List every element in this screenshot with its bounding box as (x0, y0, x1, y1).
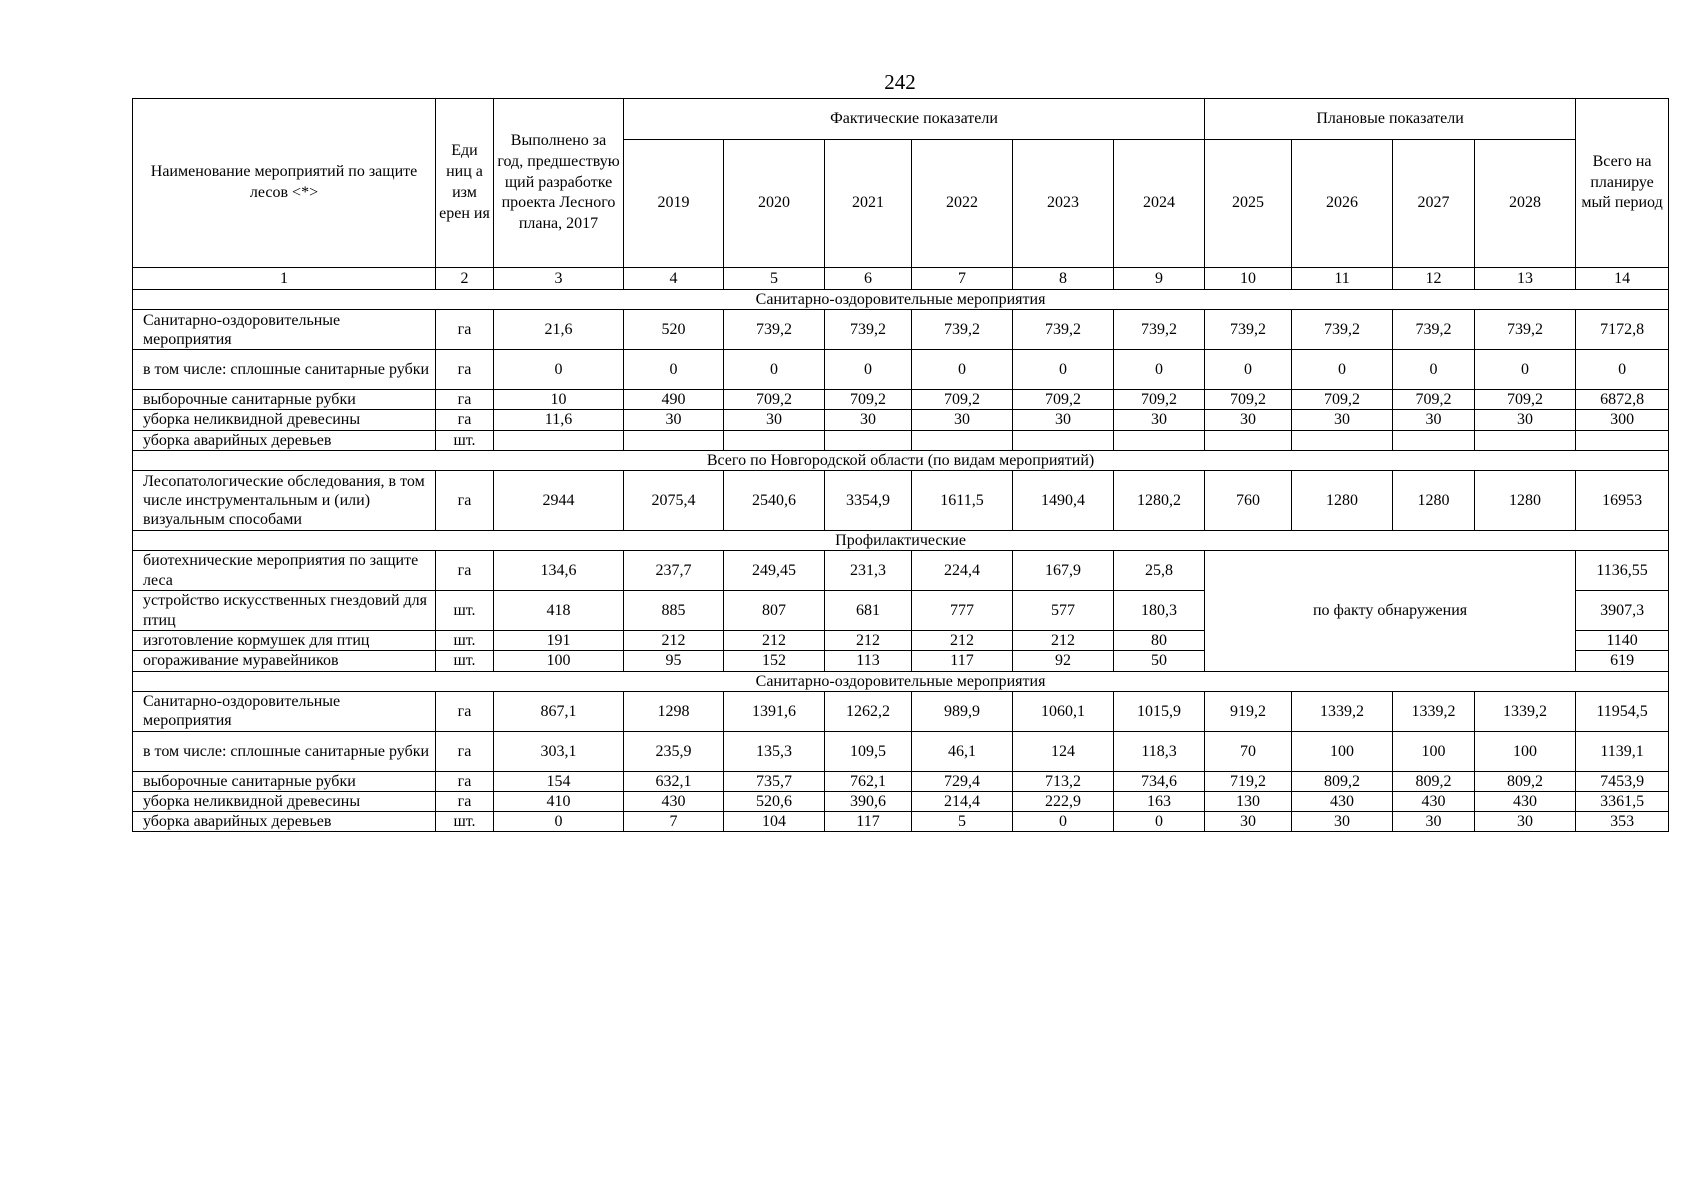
column-number: 13 (1475, 268, 1576, 290)
row-name: устройство искусственных гнездовий для птиц (133, 591, 436, 631)
column-number: 11 (1292, 268, 1393, 290)
row-unit: га (436, 731, 494, 771)
header-year: 2019 (624, 140, 724, 268)
row-value: 163 (1114, 791, 1205, 811)
row-value: 1391,6 (724, 691, 825, 731)
table-row (133, 691, 1669, 731)
row-value: 709,2 (825, 390, 912, 410)
row-value: 719,2 (1205, 771, 1292, 791)
row-value: 709,2 (1205, 390, 1292, 410)
row-value: 100 (1475, 731, 1576, 771)
row-value: 1280,2 (1114, 470, 1205, 530)
table-row (133, 310, 1669, 350)
row-unit: шт. (436, 591, 494, 631)
row-value: 885 (624, 591, 724, 631)
row-value: 224,4 (912, 551, 1013, 591)
row-value: 235,9 (624, 731, 724, 771)
row-value: 191 (494, 631, 624, 651)
row-value: 809,2 (1292, 771, 1393, 791)
row-value: 739,2 (1013, 310, 1114, 350)
row-value: 95 (624, 651, 724, 671)
row-value: 80 (1114, 631, 1205, 651)
row-value: 709,2 (1292, 390, 1393, 410)
row-unit: шт. (436, 651, 494, 671)
header-actual: Фактические показатели (624, 99, 1205, 140)
row-name: огораживание муравейников (133, 651, 436, 671)
row-value: 104 (724, 812, 825, 832)
column-number: 9 (1114, 268, 1205, 290)
row-value: 46,1 (912, 731, 1013, 771)
row-value: 709,2 (1393, 390, 1475, 410)
row-value: 303,1 (494, 731, 624, 771)
row-total: 3907,3 (1576, 591, 1669, 631)
row-name: уборка неликвидной древесины (133, 410, 436, 430)
row-total: 619 (1576, 651, 1669, 671)
header-unit: Еди ниц а изм ерен ия (436, 99, 494, 268)
row-value: 5 (912, 812, 1013, 832)
row-value (825, 430, 912, 450)
row-value: 0 (494, 812, 624, 832)
row-value: 212 (912, 631, 1013, 651)
header-year: 2022 (912, 140, 1013, 268)
row-value: 11,6 (494, 410, 624, 430)
table-body (133, 99, 1669, 832)
header-planned: Плановые показатели (1205, 99, 1576, 140)
section-row (133, 290, 1669, 310)
row-value: 212 (724, 631, 825, 651)
row-value: 3361,5 (1576, 791, 1669, 811)
row-value: 180,3 (1114, 591, 1205, 631)
row-value: 490 (624, 390, 724, 410)
row-value: 739,2 (1393, 310, 1475, 350)
row-value: 212 (624, 631, 724, 651)
row-value: 919,2 (1205, 691, 1292, 731)
column-number: 8 (1013, 268, 1114, 290)
row-value: 100 (494, 651, 624, 671)
row-value: 2075,4 (624, 470, 724, 530)
row-value: 30 (1475, 812, 1576, 832)
row-value: 25,8 (1114, 551, 1205, 591)
row-value: 0 (1292, 350, 1393, 390)
row-value: 0 (1013, 350, 1114, 390)
row-value: 100 (1292, 731, 1393, 771)
row-value: 353 (1576, 812, 1669, 832)
row-value: 418 (494, 591, 624, 631)
table-row (133, 350, 1669, 390)
row-value (624, 430, 724, 450)
row-value: 0 (724, 350, 825, 390)
row-value: 130 (1205, 791, 1292, 811)
row-value: 3354,9 (825, 470, 912, 530)
row-value: 1280 (1475, 470, 1576, 530)
row-value: 10 (494, 390, 624, 410)
header-row-top (133, 99, 1669, 140)
section-title: Профилактические (133, 530, 1669, 550)
column-number: 3 (494, 268, 624, 290)
row-value: 1280 (1393, 470, 1475, 530)
table-row (133, 410, 1669, 430)
row-value: 30 (1292, 410, 1393, 430)
row-value: 807 (724, 591, 825, 631)
row-value: 729,4 (912, 771, 1013, 791)
row-value: 249,45 (724, 551, 825, 591)
row-value: 430 (1393, 791, 1475, 811)
row-value: 739,2 (1205, 310, 1292, 350)
row-value: 1015,9 (1114, 691, 1205, 731)
row-unit: шт. (436, 430, 494, 450)
row-value (1292, 430, 1393, 450)
row-value: 212 (1013, 631, 1114, 651)
row-value: 134,6 (494, 551, 624, 591)
row-value (1114, 430, 1205, 450)
row-value: 1611,5 (912, 470, 1013, 530)
row-value: 739,2 (1114, 310, 1205, 350)
row-value (912, 430, 1013, 450)
row-value: 0 (1393, 350, 1475, 390)
row-unit: га (436, 470, 494, 530)
row-value: 0 (624, 350, 724, 390)
row-value: 2540,6 (724, 470, 825, 530)
table-row (133, 791, 1669, 811)
row-value: 520,6 (724, 791, 825, 811)
header-year: 2026 (1292, 140, 1393, 268)
row-value: 739,2 (825, 310, 912, 350)
row-value (494, 430, 624, 450)
row-unit: га (436, 551, 494, 591)
row-value: 1280 (1292, 470, 1393, 530)
row-value: 1298 (624, 691, 724, 731)
row-name: выборочные санитарные рубки (133, 771, 436, 791)
row-unit: га (436, 771, 494, 791)
forest-protection-table (132, 98, 1669, 832)
row-value: 735,7 (724, 771, 825, 791)
section-title: Санитарно-оздоровительные мероприятия (133, 671, 1669, 691)
row-unit: га (436, 791, 494, 811)
row-value: 0 (1013, 812, 1114, 832)
row-total: 1136,55 (1576, 551, 1669, 591)
row-value: 7453,9 (1576, 771, 1669, 791)
row-value: 709,2 (1114, 390, 1205, 410)
row-value: 30 (1013, 410, 1114, 430)
row-value: 100 (1393, 731, 1475, 771)
row-value: 739,2 (1475, 310, 1576, 350)
row-value: 0 (1114, 812, 1205, 832)
row-value: 410 (494, 791, 624, 811)
row-value (1576, 430, 1669, 450)
row-unit: га (436, 310, 494, 350)
row-value: 777 (912, 591, 1013, 631)
row-value (1013, 430, 1114, 450)
row-value (1205, 430, 1292, 450)
row-value: 2944 (494, 470, 624, 530)
table-row (133, 551, 1669, 591)
column-number: 2 (436, 268, 494, 290)
row-value: 739,2 (724, 310, 825, 350)
row-value: 1339,2 (1393, 691, 1475, 731)
row-value: 1139,1 (1576, 731, 1669, 771)
row-unit: шт. (436, 631, 494, 651)
row-value: 989,9 (912, 691, 1013, 731)
table-row (133, 812, 1669, 832)
row-value: 30 (724, 410, 825, 430)
section-title: Санитарно-оздоровительные мероприятия (133, 290, 1669, 310)
row-value: 214,4 (912, 791, 1013, 811)
header-year: 2021 (825, 140, 912, 268)
row-value: 30 (912, 410, 1013, 430)
table-row (133, 470, 1669, 530)
row-value: 117 (912, 651, 1013, 671)
row-value: 0 (494, 350, 624, 390)
row-value: 0 (825, 350, 912, 390)
document-page (132, 98, 1669, 832)
row-value: 1060,1 (1013, 691, 1114, 731)
row-value: 30 (1205, 410, 1292, 430)
row-value: 237,7 (624, 551, 724, 591)
row-name: Лесопатологические обследования, в том числе инструментальным и (или) визуальным способами (133, 470, 436, 530)
row-value: 739,2 (1292, 310, 1393, 350)
row-value: 167,9 (1013, 551, 1114, 591)
row-value: 212 (825, 631, 912, 651)
row-name: биотехнические мероприятия по защите леса (133, 551, 436, 591)
row-value: 1339,2 (1292, 691, 1393, 731)
row-value: 1262,2 (825, 691, 912, 731)
row-value: 118,3 (1114, 731, 1205, 771)
section-row (133, 450, 1669, 470)
row-value: 1490,4 (1013, 470, 1114, 530)
row-unit: га (436, 390, 494, 410)
column-number: 10 (1205, 268, 1292, 290)
header-year: 2024 (1114, 140, 1205, 268)
row-value: 124 (1013, 731, 1114, 771)
section-row (133, 530, 1669, 550)
row-value: 390,6 (825, 791, 912, 811)
section-row (133, 671, 1669, 691)
row-value: 50 (1114, 651, 1205, 671)
header-done-2017: Выполнено за год, предшествую щий разработке проекта Лесного плана, 2017 (494, 99, 624, 268)
column-number: 1 (133, 268, 436, 290)
column-number: 14 (1576, 268, 1669, 290)
column-numbers-row (133, 268, 1669, 290)
column-number: 6 (825, 268, 912, 290)
row-unit: га (436, 410, 494, 430)
row-value: 520 (624, 310, 724, 350)
row-value (1475, 430, 1576, 450)
column-number: 5 (724, 268, 825, 290)
header-year: 2025 (1205, 140, 1292, 268)
row-value: 0 (1576, 350, 1669, 390)
row-value: 300 (1576, 410, 1669, 430)
row-value: 113 (825, 651, 912, 671)
row-unit: шт. (436, 812, 494, 832)
row-name: изготовление кормушек для птиц (133, 631, 436, 651)
row-value: 222,9 (1013, 791, 1114, 811)
row-value: 1339,2 (1475, 691, 1576, 731)
row-value: 21,6 (494, 310, 624, 350)
row-value: 809,2 (1393, 771, 1475, 791)
row-value: 760 (1205, 470, 1292, 530)
row-value: 11954,5 (1576, 691, 1669, 731)
row-value: 135,3 (724, 731, 825, 771)
row-name: в том числе: сплошные санитарные рубки (133, 731, 436, 771)
row-value: 30 (1114, 410, 1205, 430)
row-value: 92 (1013, 651, 1114, 671)
row-value: 577 (1013, 591, 1114, 631)
row-value: 30 (1393, 812, 1475, 832)
row-value: 30 (624, 410, 724, 430)
row-value: 30 (1393, 410, 1475, 430)
row-name: уборка неликвидной древесины (133, 791, 436, 811)
row-value: 6872,8 (1576, 390, 1669, 410)
row-value: 739,2 (912, 310, 1013, 350)
row-value: 30 (1205, 812, 1292, 832)
row-name: Санитарно-оздоровительные мероприятия (133, 310, 436, 350)
column-number: 7 (912, 268, 1013, 290)
merged-note: по факту обнаружения (1205, 551, 1576, 671)
row-value: 109,5 (825, 731, 912, 771)
row-value: 117 (825, 812, 912, 832)
row-value: 152 (724, 651, 825, 671)
row-value: 154 (494, 771, 624, 791)
page-number: 242 (884, 70, 916, 94)
column-number: 4 (624, 268, 724, 290)
row-value: 30 (825, 410, 912, 430)
row-value: 7 (624, 812, 724, 832)
row-value: 681 (825, 591, 912, 631)
row-name: уборка аварийных деревьев (133, 812, 436, 832)
row-value: 762,1 (825, 771, 912, 791)
row-value: 30 (1292, 812, 1393, 832)
row-value: 809,2 (1475, 771, 1576, 791)
table-row (133, 731, 1669, 771)
row-value: 231,3 (825, 551, 912, 591)
row-value: 0 (912, 350, 1013, 390)
row-name: уборка аварийных деревьев (133, 430, 436, 450)
row-value: 867,1 (494, 691, 624, 731)
row-total: 1140 (1576, 631, 1669, 651)
header-name: Наименование мероприятий по защите лесов <*> (133, 99, 436, 268)
row-value: 713,2 (1013, 771, 1114, 791)
row-value: 430 (624, 791, 724, 811)
row-unit: га (436, 691, 494, 731)
table-row (133, 390, 1669, 410)
section-title: Всего по Новгородской области (по видам мероприятий) (133, 450, 1669, 470)
row-value: 30 (1475, 410, 1576, 430)
row-name: выборочные санитарные рубки (133, 390, 436, 410)
header-year: 2027 (1393, 140, 1475, 268)
table-row (133, 771, 1669, 791)
row-name: Санитарно-оздоровительные мероприятия (133, 691, 436, 731)
row-value: 709,2 (724, 390, 825, 410)
header-year: 2028 (1475, 140, 1576, 268)
row-value: 709,2 (1475, 390, 1576, 410)
row-value: 0 (1475, 350, 1576, 390)
row-value: 632,1 (624, 771, 724, 791)
column-number: 12 (1393, 268, 1475, 290)
row-value: 709,2 (1013, 390, 1114, 410)
row-value: 7172,8 (1576, 310, 1669, 350)
header-total: Всего на планируе мый период (1576, 99, 1669, 268)
row-value: 734,6 (1114, 771, 1205, 791)
header-year: 2020 (724, 140, 825, 268)
row-value: 430 (1475, 791, 1576, 811)
row-value (724, 430, 825, 450)
row-value: 70 (1205, 731, 1292, 771)
row-value: 430 (1292, 791, 1393, 811)
row-name: в том числе: сплошные санитарные рубки (133, 350, 436, 390)
header-year: 2023 (1013, 140, 1114, 268)
row-value: 16953 (1576, 470, 1669, 530)
row-unit: га (436, 350, 494, 390)
row-value: 0 (1114, 350, 1205, 390)
row-value (1393, 430, 1475, 450)
row-value: 709,2 (912, 390, 1013, 410)
table-row (133, 430, 1669, 450)
row-value: 0 (1205, 350, 1292, 390)
